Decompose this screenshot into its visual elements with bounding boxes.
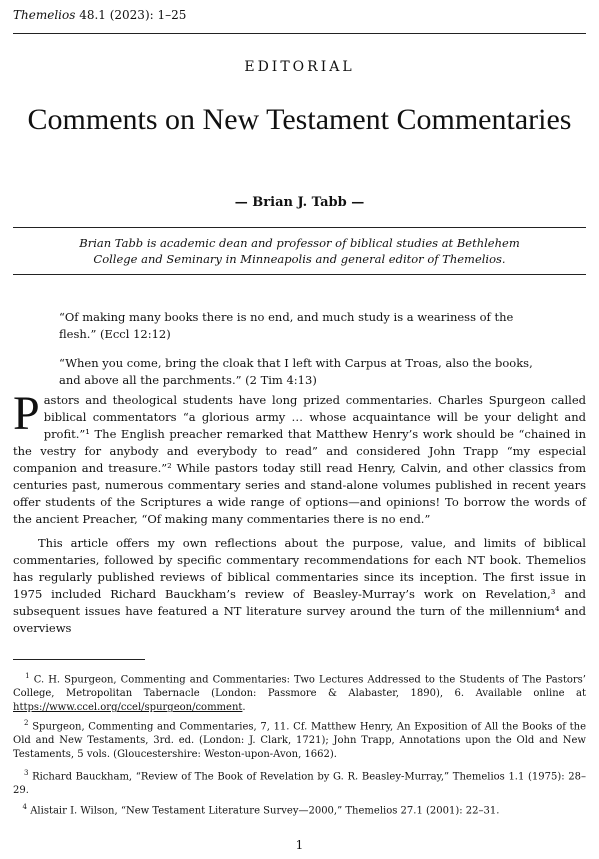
- footnote-1-number: 1: [25, 672, 30, 680]
- footnote-2: [13, 716, 586, 762]
- footnote-4: [13, 800, 586, 818]
- author-bio: Brian Tabb is academic dean and professor of biblical studies at Bethlehem College and Seminary in Minneapolis and general editor of Themelios.: [79, 236, 520, 266]
- article-title: Comments on New Testament Commentaries: [27, 103, 572, 136]
- issue-info: 48.1 (2023): 1–25: [75, 8, 187, 22]
- footnote-1-text: C. H. Spurgeon, Commenting and Commentaries: Two Lectures Addressed to the Students of The Pastors’ College, Metropolitan Tabernacle (London: Passmore & Alabaster, 1890), 6. Available online at: [13, 674, 586, 700]
- drop-cap: P: [13, 387, 40, 440]
- footnote-1: [13, 669, 586, 715]
- body-paragraph-1: [13, 387, 586, 528]
- body-paragraph-2: [13, 535, 586, 637]
- footnote-3-number: 3: [23, 769, 29, 777]
- bio-top-rule: [13, 227, 586, 228]
- footnote-rule: [13, 659, 145, 660]
- page-number: 1: [295, 838, 304, 852]
- footnote-3: [13, 766, 586, 798]
- ccel-link[interactable]: https://www.ccel.org/ccel/spurgeon/comment: [13, 702, 243, 714]
- epigraph-quote-1: “Of making many books there is no end, and much study is a weariness of the flesh.” (Eccl 12:12): [59, 310, 514, 341]
- paragraph-2-text: This article offers my own reflections about the purpose, value, and limits of biblical commentaries, followed by specific commentary recommendations for each NT book. Themelios has regularly published reviews of biblical commentaries since its inception. The first issue in 1975 included Richard Bauckham’s review of Beasley-Murray’s work on Revelation,³ and subsequent issues have featured a NT literature survey around the turn of the millennium⁴ and overviews: [13, 536, 586, 635]
- footnote-3-text: Richard Bauckham, “Review of The Book of Revelation by G. R. Beasley-Murray,” Themelios 1.1 (1975): 28–29.: [13, 771, 586, 797]
- running-head: [13, 8, 186, 22]
- bio-bottom-rule: [13, 274, 586, 275]
- byline: — Brian J. Tabb —: [234, 195, 365, 210]
- journal-name: Themelios: [13, 8, 76, 22]
- paragraph-1-text: astors and theological students have long prized commentaries. Charles Spurgeon called biblical commentators “a glorious army … whose acquaintance will be your delight and profit.”¹ The English preacher remarked that Matthew Henry’s work should be “chained in the vestry for anybody and everybody to read” and considered John Trapp “my especial companion and treasure.”² While pastors today still read Henry, Calvin, and other classics from centuries past, numerous commentary series and stand-alone volumes published in recent years offer students of the Scriptures a wide range of options—and opinions! To borrow the words of the ancient Preacher, “Of making many commentaries there is no end.”: [13, 393, 586, 526]
- footnote-2-text: Spurgeon, Commenting and Commentaries, 7, 11. Cf. Matthew Henry, An Exposition of All the Books of the Old and New Testaments, 3rd. ed. (London: J. Clark, 1721); John Trapp, Annotations upon the Old and New Testaments, 5 vols. (Gloucestershire: Weston-upon-Avon, 1662).: [13, 721, 586, 761]
- header-rule: [13, 33, 586, 34]
- footnote-2-number: 2: [24, 719, 29, 727]
- footnote-1-end: .: [242, 702, 246, 714]
- footnote-4-text: Alistair I. Wilson, “New Testament Literature Survey—2000,” Themelios 27.1 (2001): 22–31.: [30, 805, 500, 817]
- footnote-4-number: 4: [22, 803, 28, 811]
- section-kicker: EDITORIAL: [244, 59, 355, 75]
- epigraph-quote-2: “When you come, bring the cloak that I left with Carpus at Troas, also the books, and above all the parchments.” (2 Tim 4:13): [59, 356, 533, 387]
